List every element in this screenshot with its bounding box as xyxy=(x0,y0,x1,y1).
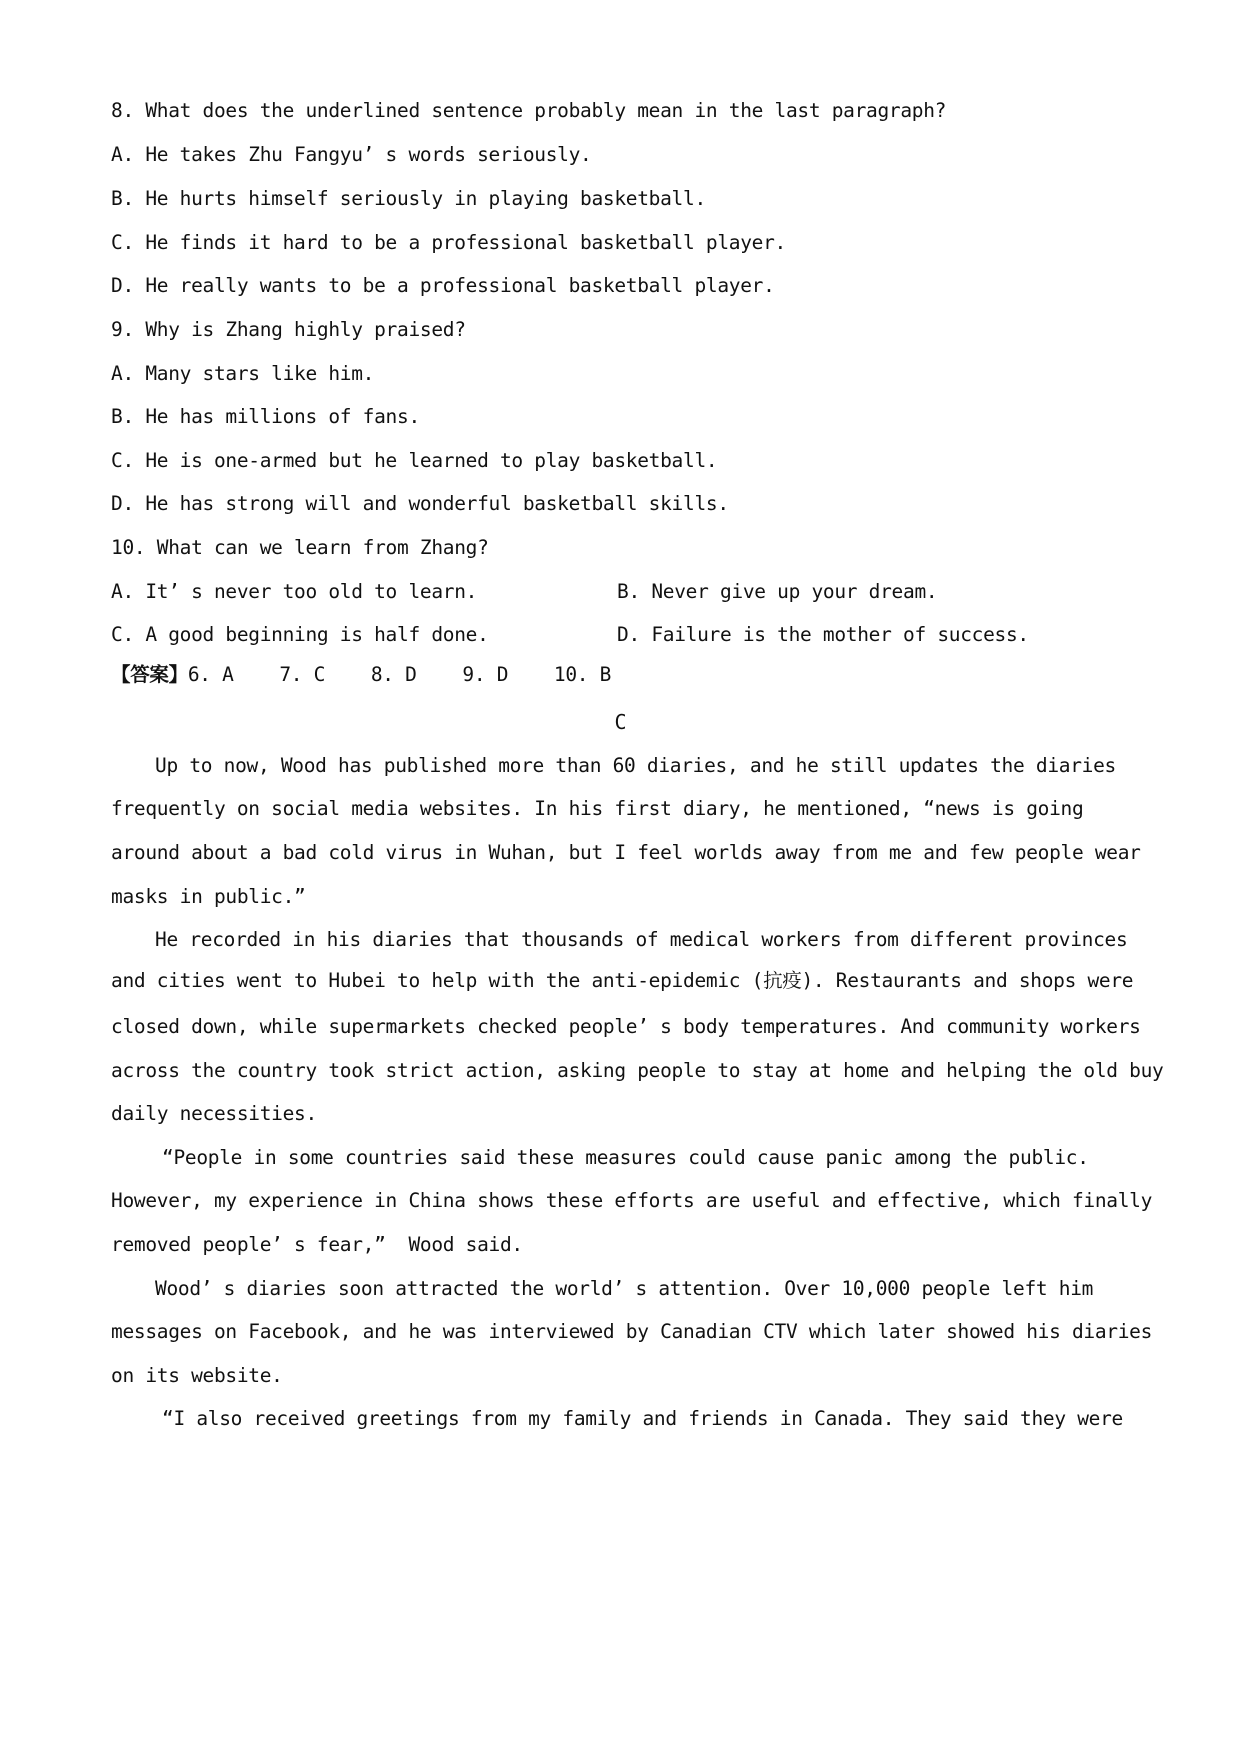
question-10-option-a: A. It’ s never too old to learn. xyxy=(111,580,478,603)
paragraph-1-line-2: frequently on social media websites. In his first diary, he mentioned, “news is going xyxy=(111,797,1084,820)
question-10-option-b: B. Never give up your dream. xyxy=(617,580,938,603)
question-8-stem: 8. What does the underlined sentence probably mean in the last paragraph? xyxy=(111,99,947,122)
paragraph-1-line-1: Up to now, Wood has published more than 60 diaries, and he still updates the diaries xyxy=(155,754,1116,777)
paragraph-3-line-3: removed people’ s fear,” Wood said. xyxy=(111,1233,523,1256)
section-heading: C xyxy=(614,710,627,734)
question-10-option-c: C. A good beginning is half done. xyxy=(111,623,489,646)
question-10-stem: 10. What can we learn from Zhang? xyxy=(111,536,489,559)
paragraph-1-line-4: masks in public.” xyxy=(111,885,306,908)
question-8-option-b: B. He hurts himself seriously in playing basketball. xyxy=(111,187,706,210)
paragraph-1-line-3: around about a bad cold virus in Wuhan, but I feel worlds away from me and few people wear xyxy=(111,841,1141,864)
paragraph-2-line-1: He recorded in his diaries that thousands of medical workers from different provinces xyxy=(155,928,1128,951)
question-8-option-a: A. He takes Zhu Fangyu’ s words seriously. xyxy=(111,143,592,166)
paragraph-2-line-4: across the country took strict action, asking people to stay at home and helping the old buy xyxy=(111,1059,1164,1082)
question-10-option-d: D. Failure is the mother of success. xyxy=(617,623,1029,646)
question-9-stem: 9. Why is Zhang highly praised? xyxy=(111,318,466,341)
paragraph-3-line-2: However, my experience in China shows these efforts are useful and effective, which finally xyxy=(111,1189,1153,1212)
paragraph-2-line-5: daily necessities. xyxy=(111,1102,317,1125)
answer-key xyxy=(111,663,611,687)
question-9-option-b: B. He has millions of fans. xyxy=(111,405,420,428)
paragraph-4-line-2: messages on Facebook, and he was interviewed by Canadian CTV which later showed his diaries xyxy=(111,1320,1153,1343)
paragraph-3-line-1: “People in some countries said these measures could cause panic among the public. xyxy=(162,1146,1089,1169)
question-8-option-d: D. He really wants to be a professional basketball player. xyxy=(111,274,775,297)
question-9-option-d: D. He has strong will and wonderful basketball skills. xyxy=(111,492,729,515)
question-8-option-c: C. He finds it hard to be a professional basketball player. xyxy=(111,231,786,254)
paragraph-4-line-3: on its website. xyxy=(111,1364,283,1387)
answer-tag: 【答案】 xyxy=(111,663,188,686)
question-9-option-a: A. Many stars like him. xyxy=(111,362,375,385)
paragraph-2-line-2: and cities went to Hubei to help with the anti-epidemic (抗疫). Restaurants and shops were xyxy=(111,969,1134,992)
answer-values: 6. A 7. C 8. D 9. D 10. B xyxy=(187,663,612,686)
paragraph-2-line-3: closed down, while supermarkets checked people’ s body temperatures. And community workers xyxy=(111,1015,1141,1038)
paragraph-4-line-1: Wood’ s diaries soon attracted the world’ s attention. Over 10,000 people left him xyxy=(155,1277,1094,1300)
question-9-option-c: C. He is one-armed but he learned to play basketball. xyxy=(111,449,718,472)
paragraph-5-line-1: “I also received greetings from my family and friends in Canada. They said they were xyxy=(162,1407,1123,1430)
